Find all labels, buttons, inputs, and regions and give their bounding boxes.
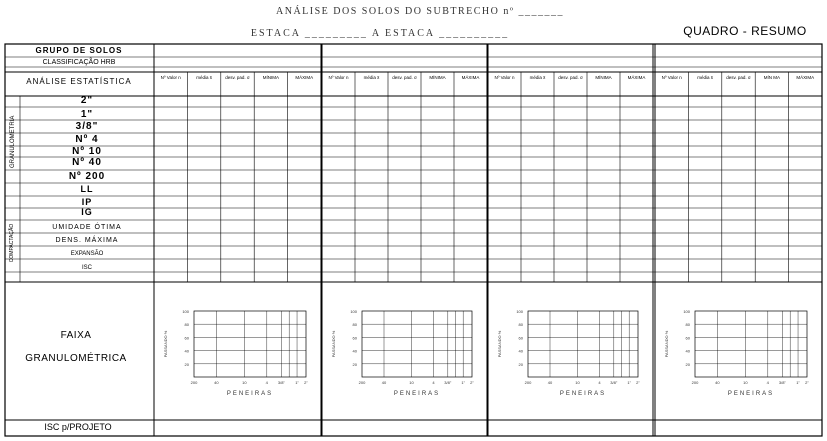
graph-ylabel: PASSANDO % <box>331 330 336 358</box>
row-group-granulometria: GRANULOMETRIA <box>10 115 16 168</box>
graph-xtick: 4 <box>265 380 268 385</box>
stat-header: MÁXIMA <box>627 75 646 80</box>
sieve-no200: Nº 200 <box>68 171 106 182</box>
limit-ig: IG <box>81 207 93 217</box>
graph-xtick: 2" <box>636 380 640 385</box>
stat-header: média x̄ <box>529 75 546 80</box>
graph-xtick: 200 <box>524 380 532 385</box>
graph-ylabel: PASSANDO % <box>664 330 669 358</box>
graph-xtick: 200 <box>190 380 198 385</box>
row-group-compactacao: COMPACTAÇÃO <box>9 223 15 263</box>
stat-header: desv. pad. σ <box>392 75 417 80</box>
graph-xtick: 2" <box>304 380 308 385</box>
graph-xtick: 2" <box>470 380 474 385</box>
graph-ytick: 20 <box>518 361 523 367</box>
graph-ytick: 40 <box>352 348 357 354</box>
graph-xtick: 3/8" <box>444 380 452 385</box>
sheet-title: ANÁLISE DOS SOLOS DO SUBTRECHO nº _______ <box>276 6 564 17</box>
row-label-classificacao: CLASSIFICAÇÃO HRB <box>42 59 116 66</box>
sieve-no10: Nº 10 <box>72 146 102 157</box>
graph-ytick: 80 <box>352 322 357 328</box>
graph-xtick: 1" <box>295 380 299 385</box>
row-label-analise: ANÁLISE ESTATÍSTICA <box>26 77 132 86</box>
sieve-no4: Nº 4 <box>75 134 99 145</box>
graph-xlabel: PENEIRAS <box>393 391 441 397</box>
sieve-3-8in: 3/8" <box>75 121 99 132</box>
compaction-expansao: EXPANSÃO <box>70 251 104 257</box>
stat-header: Nº Valor n <box>328 75 349 80</box>
graph-xtick: 10 <box>242 380 247 385</box>
graph-ytick: 100 <box>683 309 690 314</box>
graph-xtick: 40 <box>214 380 219 385</box>
graph-xtick: 10 <box>575 380 580 385</box>
compaction-densidade: DENS. MÁXIMA <box>55 237 119 244</box>
stat-header: MÍN MA <box>763 75 780 80</box>
limit-ip: IP <box>81 197 93 207</box>
stake-range: ESTACA _________ A ESTACA __________ <box>250 28 510 39</box>
sieve-no40: Nº 40 <box>72 157 102 168</box>
stat-header: Nº Valor n <box>494 75 515 80</box>
graph-ytick: 20 <box>685 361 690 367</box>
graph-ytick: 20 <box>352 361 357 367</box>
graph-xtick: 10 <box>743 380 748 385</box>
graph-xlabel: PENEIRAS <box>559 391 607 397</box>
graph-ytick: 20 <box>184 361 189 367</box>
graph-xtick: 1" <box>461 380 466 385</box>
isc-projeto-label: ISC p/PROJETO <box>44 422 112 432</box>
graph-ytick: 100 <box>182 309 189 314</box>
graph-ytick: 60 <box>685 335 690 341</box>
stat-header: média x̄ <box>363 75 380 80</box>
stat-header: MÍNIMA <box>429 75 446 80</box>
graph-ytick: 40 <box>685 348 690 354</box>
graph-ylabel: PASSANDO % <box>497 330 502 358</box>
sieve-1in: 1" <box>80 109 94 120</box>
graph-xtick: 3/8" <box>610 380 618 385</box>
graph-ytick: 80 <box>685 322 690 328</box>
stat-header: média x̄ <box>196 75 212 80</box>
quadro-resumo-label: QUADRO - RESUMO <box>683 24 807 38</box>
compaction-isc: ISC <box>81 265 92 271</box>
stat-header: MÁXIMA <box>796 75 815 80</box>
graph-xtick: 4 <box>766 380 769 385</box>
graph-xtick: 1" <box>627 380 632 385</box>
stat-header: MÍNIMA <box>262 75 279 80</box>
graph-xtick: 40 <box>547 380 553 385</box>
graph-xtick: 2" <box>805 380 809 385</box>
stat-header: desv. pad. σ <box>225 75 250 80</box>
graph-ylabel: PASSANDO % <box>163 330 168 358</box>
limit-ll: LL <box>80 184 94 194</box>
stat-header: MÁXIMA <box>461 75 480 80</box>
graph-ytick: 40 <box>518 348 523 354</box>
stat-header: desv. pad. σ <box>558 75 583 80</box>
graph-xtick: 200 <box>691 380 699 385</box>
stat-header: MÁXIMA <box>295 75 314 80</box>
graph-xtick: 3/8" <box>277 380 285 385</box>
graph-xtick: 40 <box>381 380 387 385</box>
graph-xlabel: PENEIRAS <box>226 391 274 397</box>
row-label-grupo: GRUPO DE SOLOS <box>35 46 123 55</box>
compaction-umidade: UMIDADE ÓTIMA <box>52 224 122 231</box>
stat-header: MÍNIMA <box>595 75 612 80</box>
graph-xtick: 4 <box>432 380 435 385</box>
stat-header: média x̄ <box>697 75 713 80</box>
faixa-label-2: GRANULOMÉTRICA <box>25 353 127 364</box>
graph-ytick: 40 <box>184 348 189 354</box>
graph-xlabel: PENEIRAS <box>727 391 775 397</box>
sieve-2in: 2" <box>80 95 94 106</box>
graph-ytick: 60 <box>518 335 523 341</box>
stat-header: desv. pad. σ <box>726 75 751 80</box>
graph-xtick: 10 <box>409 380 414 385</box>
stat-header: Nº Valor n <box>160 75 181 80</box>
graph-xtick: 1" <box>796 380 800 385</box>
graph-ytick: 100 <box>350 309 357 314</box>
graph-ytick: 80 <box>518 322 523 328</box>
graph-xtick: 200 <box>358 380 366 385</box>
graph-xtick: 3/8" <box>778 380 786 385</box>
graph-ytick: 60 <box>352 335 357 341</box>
graph-ytick: 100 <box>516 309 523 314</box>
graph-ytick: 60 <box>184 335 189 341</box>
graph-xtick: 40 <box>715 380 720 385</box>
graph-xtick: 4 <box>598 380 601 385</box>
stat-header: Nº Valor n <box>661 75 682 80</box>
graph-ytick: 80 <box>184 322 189 328</box>
faixa-label-1: FAIXA <box>60 330 92 341</box>
